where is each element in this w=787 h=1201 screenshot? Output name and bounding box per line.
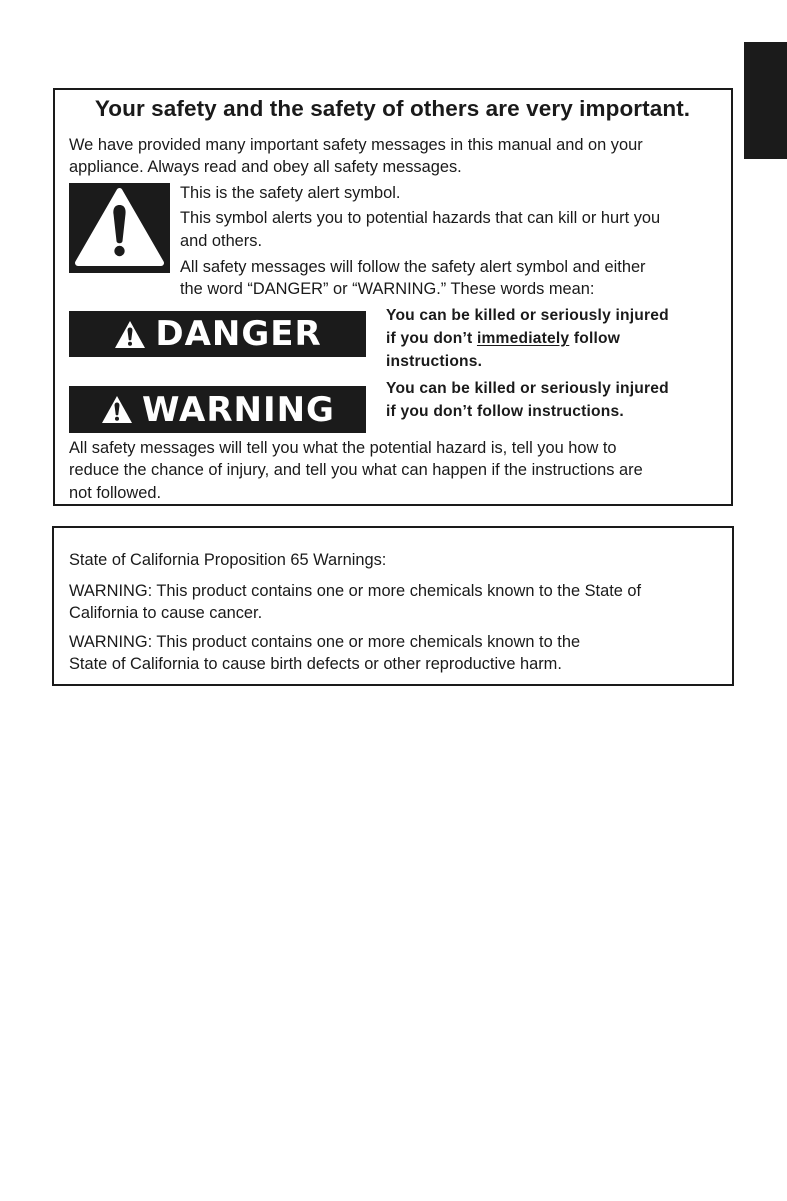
closing-line-2: reduce the chance of injury, and tell you what can happen if the instructions are bbox=[69, 461, 643, 479]
danger-description-line-3: instructions. bbox=[386, 353, 483, 370]
alert-line-1: This is the safety alert symbol. bbox=[180, 184, 401, 202]
prop65-warning-2-line-2: State of California to cause birth defects or other reproductive harm. bbox=[69, 655, 562, 673]
prop65-warning-1-line-1: WARNING: This product contains one or more chemicals known to the State of bbox=[69, 582, 642, 600]
prop65-title: State of California Proposition 65 Warnings: bbox=[69, 551, 387, 569]
warning-triangle-icon bbox=[69, 183, 170, 273]
alert-line-2: This symbol alerts you to potential hazards that can kill or hurt you bbox=[180, 209, 661, 227]
safety-alert-symbol bbox=[69, 183, 170, 273]
danger-label: DANGER bbox=[155, 314, 322, 354]
closing-line-3: not followed. bbox=[69, 484, 162, 502]
intro-line-2: appliance. Always read and obey all safety messages. bbox=[69, 158, 462, 176]
warning-description-line-2: if you don’t follow instructions. bbox=[386, 403, 624, 420]
intro-line-1: We have provided many important safety messages in this manual and on your bbox=[69, 136, 643, 154]
safety-message-box bbox=[53, 88, 733, 506]
safety-headline: Your safety and the safety of others are very important. bbox=[94, 96, 691, 121]
danger-alert-icon bbox=[113, 319, 147, 350]
warning-description-line-1: You can be killed or seriously injured bbox=[386, 380, 669, 397]
alert-line-3: and others. bbox=[180, 232, 263, 250]
warning-alert-icon bbox=[100, 394, 134, 425]
danger-description-line-1: You can be killed or seriously injured bbox=[386, 307, 669, 324]
prop65-warning-1-line-2: California to cause cancer. bbox=[69, 604, 263, 622]
warning-label: WARNING bbox=[142, 389, 335, 430]
danger-description-line-2: if you don’t immediately follow bbox=[386, 330, 621, 347]
prop65-warning-2-line-1: WARNING: This product contains one or more chemicals known to the bbox=[69, 633, 581, 651]
prop65-warning-box bbox=[52, 526, 734, 686]
alert-line-5: the word “DANGER” or “WARNING.” These words mean: bbox=[180, 280, 595, 298]
alert-line-4: All safety messages will follow the safety alert symbol and either bbox=[180, 258, 646, 276]
danger-signal-word bbox=[69, 311, 366, 357]
immediately-emphasis: immediately bbox=[476, 330, 570, 347]
section-edge-tab bbox=[744, 42, 787, 159]
closing-line-1: All safety messages will tell you what the potential hazard is, tell you how to bbox=[69, 439, 617, 457]
warning-signal-word bbox=[69, 386, 366, 433]
